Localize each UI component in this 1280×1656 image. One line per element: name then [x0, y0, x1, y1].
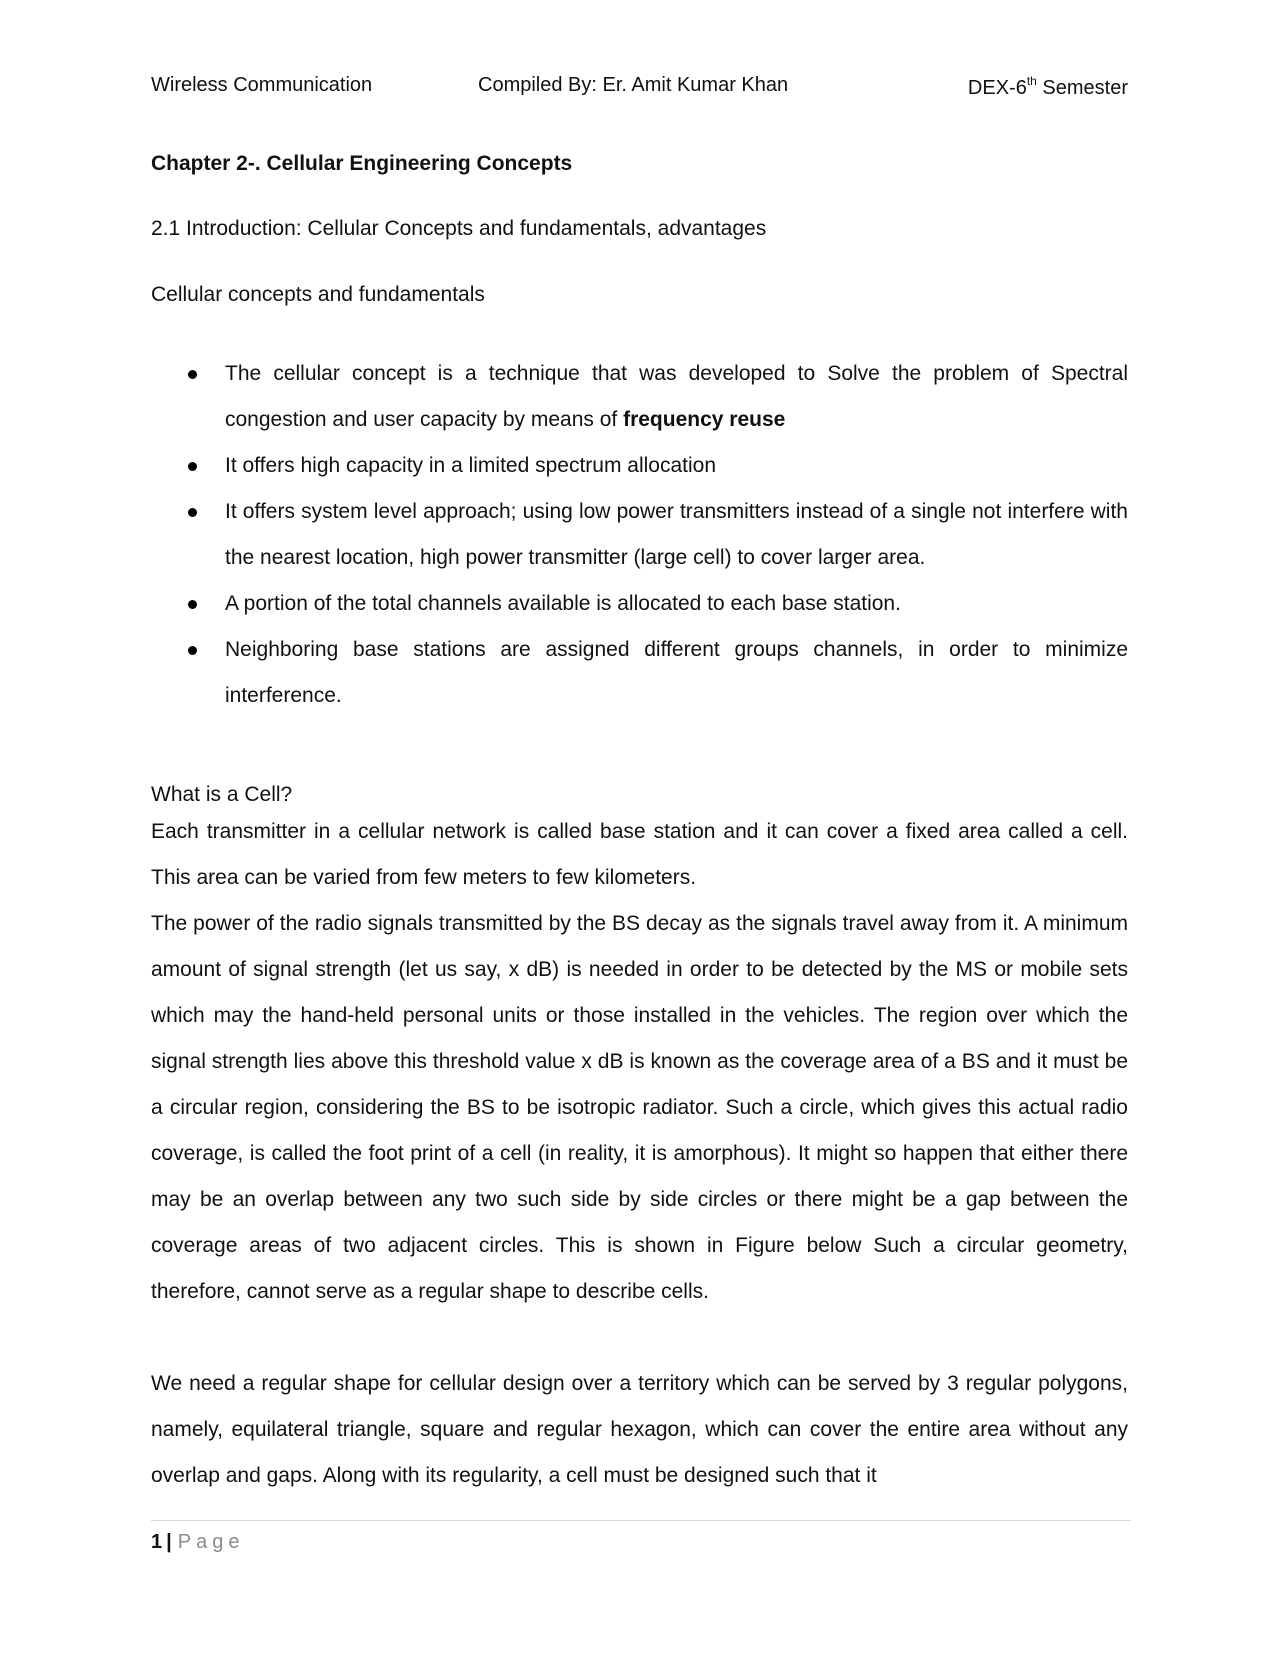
bullet-text: It offers high capacity in a limited spectrum allocation	[225, 454, 717, 477]
bullet-text: A portion of the total channels available is allocated to each base station.	[225, 592, 901, 615]
bullet-dot-icon	[188, 508, 197, 517]
bullet-text: It offers system level approach; using low power transmitters instead of a single not interfere with the nearest location, high power transmitter (large cell) to cover larger area.	[225, 500, 1128, 569]
header-semester-suffix: Semester	[1036, 77, 1128, 99]
page-number: 1	[151, 1531, 163, 1553]
header-semester-prefix: DEX-6	[967, 77, 1027, 99]
bullet-item	[151, 443, 1128, 489]
bullet-list	[151, 351, 1128, 719]
body-paragraph: The power of the radio signals transmitted by the BS decay as the signals travel away from it. A minimum amount of signal strength (let us say, x dB) is needed in order to be detected by the MS or mobile sets which may the hand-held personal units or those installed in the vehicles. The region over which the signal strength lies above this threshold value x dB is known as the coverage area of a BS and it must be a circular region, considering the BS to be isotropic radiator. Such a circle, which gives this actual radio coverage, is called the foot print of a cell (in reality, it is amorphous). It might so happen that either there may be an overlap between any two such side by side circles or there might be a gap between the coverage areas of two adjacent circles. This is shown in Figure below Such a circular geometry, therefore, cannot serve as a regular shape to describe cells.	[151, 912, 1128, 1303]
bullet-item	[151, 351, 1128, 443]
bullet-item	[151, 489, 1128, 581]
bullet-emphasis: frequency reuse	[623, 408, 786, 431]
footer-divider	[151, 1520, 1131, 1521]
page-word: Page	[177, 1531, 245, 1553]
bullet-dot-icon	[188, 600, 197, 609]
page-footer	[151, 1527, 244, 1557]
subheading: Cellular concepts and fundamentals	[151, 283, 485, 306]
bullet-dot-icon	[188, 462, 197, 471]
running-header	[151, 74, 1128, 104]
body-paragraph: We need a regular shape for cellular design over a territory which can be served by 3 regular polygons, namely, equilateral triangle, square and regular hexagon, which can cover the entire area without any overlap and gaps. Along with its regularity, a cell must be designed such that it	[151, 1372, 1128, 1487]
bullet-dot-icon	[188, 370, 197, 379]
header-compiler: Compiled By: Er. Amit Kumar Khan	[478, 74, 789, 96]
header-course-title: Wireless Communication	[151, 74, 373, 96]
bullet-item	[151, 627, 1128, 719]
bullet-item	[151, 581, 1128, 627]
section-heading: 2.1 Introduction: Cellular Concepts and fundamentals, advantages	[151, 217, 767, 240]
header-semester-ordinal: th	[1026, 74, 1037, 88]
bullet-text: Neighboring base stations are assigned different groups channels, in order to minimize interference.	[225, 638, 1128, 707]
bullet-text: The cellular concept is a technique that was developed to Solve the problem of Spectral congestion and user capacity by means of	[225, 362, 1128, 431]
cell-question-heading: What is a Cell?	[151, 783, 293, 806]
footer-separator: |	[166, 1531, 172, 1553]
chapter-title: Chapter 2-. Cellular Engineering Concepts	[151, 152, 573, 175]
bullet-dot-icon	[188, 646, 197, 655]
body-paragraph: Each transmitter in a cellular network is called base station and it can cover a fixed area called a cell. This area can be varied from few meters to few kilometers.	[151, 820, 1128, 889]
header-semester	[968, 74, 1128, 100]
